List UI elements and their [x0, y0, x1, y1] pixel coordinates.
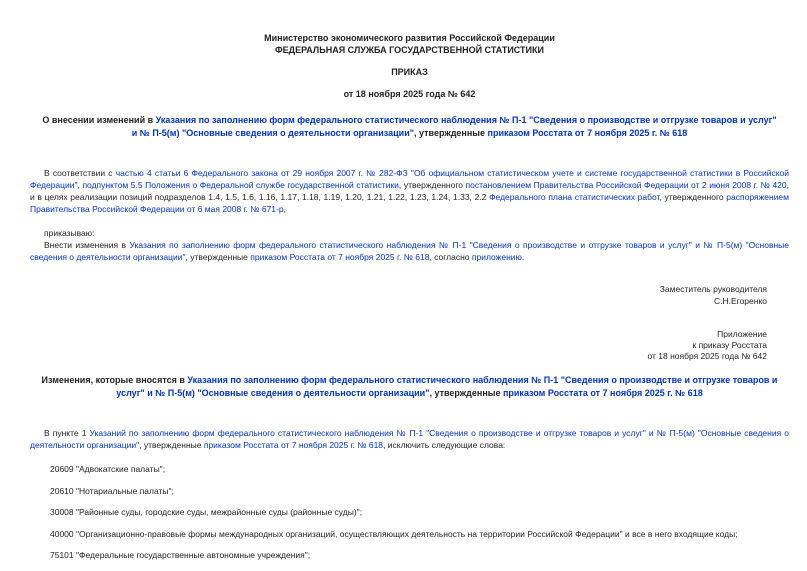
doc-text: Изменения, которые вносятся в: [41, 375, 188, 385]
excluded-code-item: 20609 "Адвокатские палаты";: [50, 464, 166, 474]
doc-text: , утвержденные: [185, 252, 251, 262]
doc-link[interactable]: Указаний по заполнению форм федерального статистического наблюдения № П-1 "Сведения о производстве и отгрузке товаров и услуг" и № П-5(м) "Основные сведения о деятельности организации": [30, 428, 789, 450]
agency-name: ФЕДЕРАЛЬНАЯ СЛУЖБА ГОСУДАРСТВЕННОЙ СТАТИСТИКИ: [275, 44, 544, 55]
appendix-label-line2: к приказу Росстата: [692, 340, 767, 350]
excluded-code-item: 30008 "Районные суды, городские суды, межрайонные суды (районные суды)";: [50, 507, 363, 517]
doc-link[interactable]: постановлением Правительства Российской Федерации от 2 июня 2008 г. № 420: [465, 180, 787, 190]
doc-text: , согласно: [429, 252, 472, 262]
doc-text: , и в целях реализации позиций подразделов 1.4, 1.5, 1.6, 1.16, 1.17, 1.18, 1.19, 1.20, 1.21, 1.22, 1.23, 1.24, 1.33, 2.2: [30, 180, 789, 202]
signer-name: С.Н.Егоренко: [713, 295, 767, 306]
doc-text: , утвержденные: [414, 127, 488, 138]
doc-link[interactable]: частью 4 статьи 6 Федерального закона от 29 ноября 2007 г. № 282-ФЗ "Об официальном статистическом учете и системе государственной статистики в Российской Федерации": [30, 168, 789, 190]
doc-link[interactable]: приложению: [471, 252, 522, 262]
doc-link[interactable]: Федерального плана статистических работ: [489, 192, 660, 202]
signer-position: Заместитель руководителя: [659, 284, 767, 294]
doc-text: , утвержденного: [659, 192, 727, 202]
doc-link[interactable]: Указания по заполнению форм федерального статистического наблюдения № П-1 "Сведения о производстве и отгрузке товаров и услуг" и № П-5(м) "Основные сведения о деятельности организации": [30, 240, 789, 262]
order-paragraph: [30, 239, 789, 263]
doc-text: , утвержденного: [398, 180, 466, 190]
doc-text: В соответствии с: [44, 168, 116, 178]
appendix-title: [30, 374, 789, 399]
preamble-paragraph: [30, 167, 789, 215]
doc-text: В пункте 1: [44, 428, 90, 438]
order-word: приказываю:: [44, 228, 95, 238]
doc-link[interactable]: распоряжением Правительства Российской Федерации от 6 мая 2008 г. № 671-р: [30, 192, 789, 214]
appendix-label-line3: от 18 ноября 2025 года № 642: [647, 351, 767, 361]
signature-block: [30, 284, 789, 307]
doc-text: .: [521, 252, 525, 262]
document-date-number: от 18 ноября 2025 года № 642: [343, 89, 476, 99]
doc-text: Внести изменения в: [44, 240, 130, 250]
doc-text: , исключить следующие слова:: [383, 440, 506, 450]
doc-text: ,: [283, 204, 286, 214]
doc-text: , утвержденные: [139, 440, 204, 450]
excluded-code-item: 75101 "Федеральные государственные автономные учреждения";: [50, 550, 311, 560]
appendix-label-line1: Приложение: [717, 329, 767, 339]
doc-link[interactable]: Указания по заполнению форм федерального статистического наблюдения № П-1 "Сведения о производстве и отгрузке товаров и услуг" и № П-5(м) "Основные сведения о деятельности организации": [116, 375, 778, 398]
doc-link[interactable]: приказом Росстата от 7 ноября 2025 г. № 618: [502, 387, 703, 398]
doc-link[interactable]: Указания по заполнению форм федерального статистического наблюдения № П-1 "Сведения о производстве и отгрузке товаров и услуг" и № П-5(м) "Основные сведения о деятельности организации": [131, 115, 777, 138]
document-title: [30, 114, 789, 139]
doc-text: , утвержденные: [429, 387, 503, 398]
doc-text: ,: [77, 180, 83, 190]
appendix-paragraph: [30, 427, 789, 451]
excluded-codes-list: [30, 463, 789, 561]
excluded-code-item: 40000 "Организационно-правовые формы международных организаций, осуществляющих деятельность на территории Российской Федерации" и все в него входящие коды;: [50, 528, 738, 539]
ministry-name: Министерство экономического развития Российской Федерации: [264, 33, 555, 43]
doc-link[interactable]: приказом Росстата от 7 ноября 2025 г. № 618: [250, 252, 430, 262]
doc-link[interactable]: приказом Росстата от 7 ноября 2025 г. № 618: [487, 127, 688, 138]
doc-link[interactable]: подпунктом 5.5 Положения о Федеральной службе государственной статистики: [82, 180, 399, 190]
doc-link[interactable]: приказом Росстата от 7 ноября 2025 г. № 618: [203, 440, 384, 450]
doc-text: О внесении изменений в: [42, 115, 156, 125]
excluded-code-item: 20610 "Нотариальные палаты";: [50, 485, 174, 496]
document-type: ПРИКАЗ: [391, 67, 428, 77]
appendix-label-block: [30, 329, 789, 362]
